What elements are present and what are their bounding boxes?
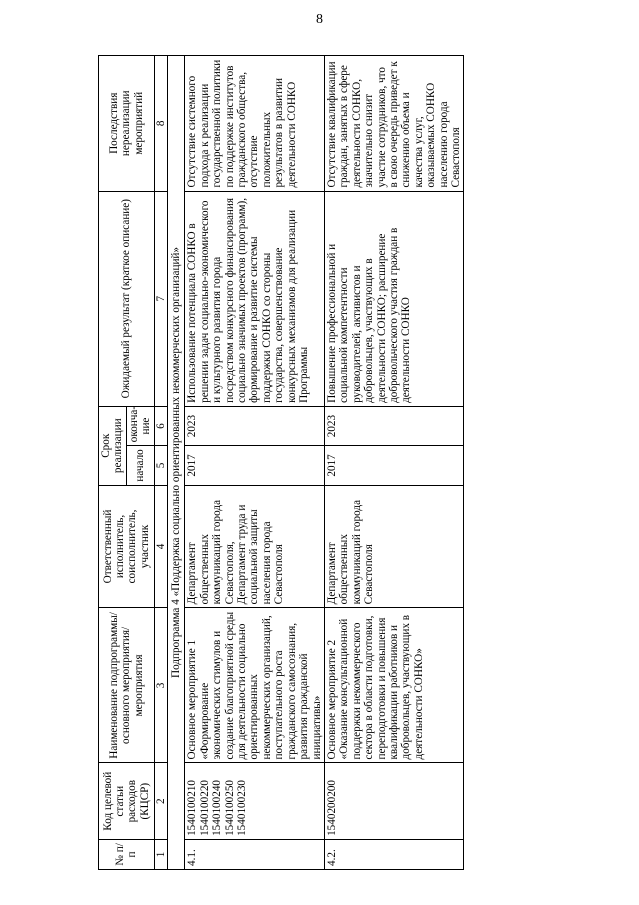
page-number: 8: [316, 12, 323, 27]
row-code: 1540100210 1540100220 1540100240 1540100250 1540100230: [185, 763, 324, 839]
header-start: начало: [126, 446, 154, 485]
row-code: 1540200200: [324, 763, 463, 839]
header-name: Наименование подпрограммы/ основного мероприятия/ мероприятия: [99, 608, 155, 763]
row-end: 2023: [185, 406, 324, 445]
header-executor: Ответственный исполнитель, соисполнитель, участник: [99, 485, 155, 608]
header-consequences: Последствия нереализации мероприятий: [99, 56, 155, 192]
row-start: 2017: [185, 446, 324, 485]
header-num: № п/п: [99, 839, 155, 869]
row-result: Использование потенциала СОНКО в решении задач социально-экономического и культурного развития города посредством конкурсного финансирования социально значимых проектов (программ), формирование и развитие системы поддержки СОНКО со стороны государства, совершенствование конкурсных механизмов для реализации Программы: [185, 191, 324, 406]
col-number: 3: [154, 608, 167, 763]
header-code: Код целевой статьи расходов (КЦСР): [99, 763, 155, 839]
row-name: Основное мероприятие 2 «Оказание консультационной поддержки некоммерческого сектора в области подготовки, переподготовки и повышения квалификации работников и добровольцев, участвующих в деятельности СОНКО»: [324, 608, 463, 763]
activities-table: [98, 55, 464, 870]
col-number: 7: [154, 191, 167, 406]
column-numbers-row: [154, 56, 167, 870]
row-start: 2017: [324, 446, 463, 485]
header-result: Ожидаемый результат (краткое описание): [99, 191, 155, 406]
rotated-table-area: [98, 55, 619, 870]
row-consequences: Отсутствие системного подхода к реализации государственной политики по поддержке институтов гражданского общества, отсутствие положительных результатов в развитии деятельности СОНКО: [185, 56, 324, 192]
row-num: 4.1.: [185, 839, 324, 869]
table-row: [185, 56, 324, 870]
header-srok: Срок реализации: [99, 406, 127, 485]
row-num: 4.2.: [324, 839, 463, 869]
subprogram-title: Подпрограмма 4 «Поддержка социально ориентированных некоммерческих организаций»: [168, 56, 185, 870]
row-executor: Департамент общественных коммуникаций города Севастополя, Департамент труда и социальной защиты населения города Севастополя: [185, 485, 324, 608]
col-number: 6: [154, 406, 167, 445]
table-row: [324, 56, 463, 870]
subprogram-row: [168, 56, 185, 870]
row-consequences: Отсутствие квалификации граждан, занятых в сфере деятельности СОНКО, значительно снизит участие сотрудников, что в свою очередь приведет к снижению объема и качества услуг, оказываемых СОНКО населению города Севастополя: [324, 56, 463, 192]
header-row: [99, 56, 127, 870]
rotated-page-content: [98, 55, 619, 870]
row-result: Повышение профессиональной и социальной компетентности руководителей, активистов и добровольцев, участвующих в деятельности СОНКО; расширение добровольческого участия граждан в деятельности СОНКО: [324, 191, 463, 406]
col-number: 4: [154, 485, 167, 608]
col-number: 8: [154, 56, 167, 192]
header-end: оконча-ние: [126, 406, 154, 445]
col-number: 2: [154, 763, 167, 839]
row-end: 2023: [324, 406, 463, 445]
col-number: 5: [154, 446, 167, 485]
row-executor: Департамент общественных коммуникаций города Севастополя: [324, 485, 463, 608]
row-name: Основное мероприятие 1 «Формирование экономических стимулов и создание благоприятной среды для деятельности социально ориентированных некоммерческих организаций, поступательного роста гражданского самосознания, развития гражданской инициативы»: [185, 608, 324, 763]
col-number: 1: [154, 839, 167, 869]
